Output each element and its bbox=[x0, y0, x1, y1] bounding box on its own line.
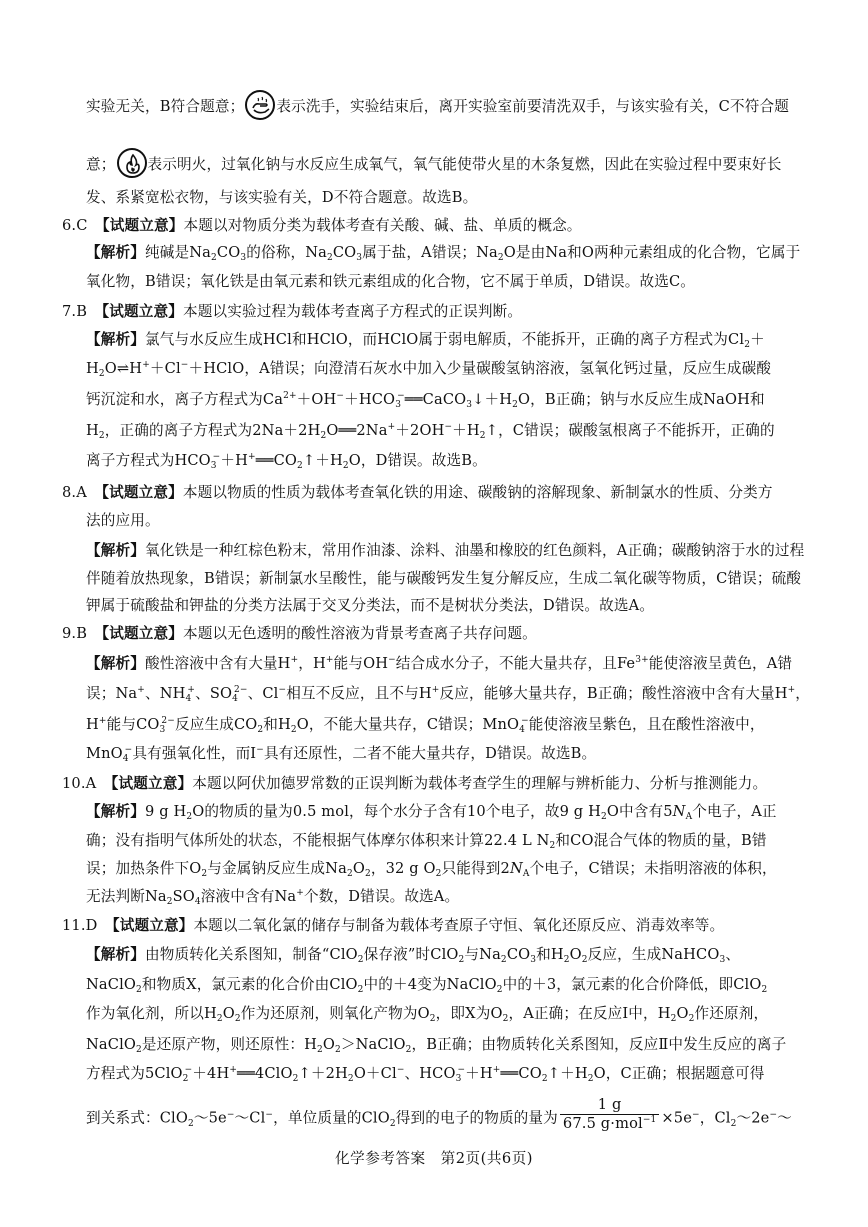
question-10-answer: 误；加热条件下$O_2$与金属钠反应生成$Na_2O_2$，32 g $O_2$只能得到$2N_A$个电子，C错误；未指明溶液的体积， bbox=[86, 860, 777, 879]
question-11-answer: 方程式为$5ClO_2^-+4H^+══4ClO_2↑+2H_2O+Cl^-$、$HCO_3^-+H^+══CO_2↑+H_2O$，C正确；根据题意可得 bbox=[86, 1065, 765, 1084]
question-10-answer: 确；没有指明气体所处的状态，不能根据气体摩尔体积来计算22.4 L $N_2$和CO混合气体的物质的量，B错 bbox=[86, 832, 767, 851]
question-9-answer: H+能与$CO_3^{2-}$反应生成$CO_2$和$H_2O$，不能大量共存，C错误；MnO$_4$−能使溶液呈紫色，且在酸性溶液中， bbox=[86, 716, 765, 735]
question-10-answer: 【解析】9 g $H_2O$的物质的量为0.5 mol，每个水分子含有10个电子，故9 g $H_2O$中含有$5N_A$个电子，A正 bbox=[86, 803, 777, 822]
question-8-heading: 8.A 【试题立意】本题以物质的性质为载体考查氧化铁的用途、碳酸钠的溶解现象、新制氯水的性质、分类方 bbox=[62, 484, 773, 501]
equals-arrow: ══ bbox=[404, 391, 423, 408]
hand-washing-icon bbox=[245, 90, 275, 120]
text-line: 实验无关，B符合题意； 表示洗手，实验结束后，离开实验室前要清洗双手，与该实验有关，C不符合题 bbox=[86, 92, 789, 122]
question-8-answer: 伴随着放热现象，B错误；新制氯水呈酸性，能与碳酸钙发生复分解反应，生成二氧化碳等物质，C错误；硫酸 bbox=[86, 570, 802, 587]
text-line: 发、系紧宽松衣物，与该实验有关，D不符合题意。故选B。 bbox=[86, 189, 478, 206]
question-11-answer: 到关系式：ClO$_2$～5e−～Cl−，单位质量的ClO$_2$得到的电子的物质的量为 $\frac{1 g}{67.5 g\cdot mol^{-1}}$ ×5e−，$Cl_2\sim 2e^-\sim$ bbox=[86, 1096, 792, 1132]
question-10-answer: 无法判断$Na_2SO_4$溶液中含有Na+个数，D错误。故选A。 bbox=[86, 888, 460, 907]
question-7-answer: $H_2O\rightleftharpoons H^++Cl^-+HClO$，A错误；向澄清石灰水中加入少量碳酸氢钠溶液，氢氧化钙过量，反应生成碳酸 bbox=[86, 360, 772, 379]
question-9-answer: MnO$_4$−具有强氧化性，而I−具有还原性，二者不能大量共存，D错误。故选B。 bbox=[86, 745, 597, 764]
question-11-answer: 【解析】由物质转化关系图知，制备“ClO$_2$保存液”时ClO$_2$与$Na_2CO_3$和$H_2O_2$反应，生成NaHCO$_3$、 bbox=[86, 946, 741, 965]
question-6-answer: 【解析】纯碱是$Na_2CO_3$的俗称，$Na_2CO_3$属于盐，A错误；$Na_2O$是由Na和O两种元素组成的化合物，它属于 bbox=[86, 244, 801, 263]
question-11-heading: 11.D 【试题立意】本题以二氧化氯的储存与制备为载体考查原子守恒、氧化还原反应、消毒效率等。 bbox=[62, 917, 725, 934]
question-8-answer: 【解析】氧化铁是一种红棕色粉末，常用作油漆、涂料、油墨和橡胶的红色颜料，A正确；碳酸钠溶于水的过程 bbox=[86, 542, 805, 559]
question-7-heading: 7.B 【试题立意】本题以实验过程为载体考查离子方程式的正误判断。 bbox=[62, 303, 523, 320]
equals-arrow: ══ bbox=[338, 422, 357, 439]
question-6-answer: 氧化物，B错误；氧化铁是由氧元素和铁元素组成的化合物，它不属于单质，D错误。故选C。 bbox=[86, 273, 696, 290]
question-7-answer: 离子方程式为$HCO_3^-+H^+══CO_2↑+H_2O$，D错误。故选B。 bbox=[86, 452, 487, 471]
fraction: $\frac{1 g}{67.5 g\cdot mol^{-1}}$ bbox=[560, 1096, 659, 1133]
equals-arrow: ══ bbox=[500, 1065, 519, 1082]
question-8-heading: 法的应用。 bbox=[86, 512, 160, 529]
page-footer: 化学参考答案 第2页(共6页) bbox=[335, 1150, 533, 1167]
question-11-answer: 作为氧化剂，所以$H_2O_2$作为还原剂，则氧化产物为$O_2$，即X为$O_2$，A正确；在反应Ⅰ中，$H_2O_2$作还原剂， bbox=[86, 1005, 769, 1024]
equals-arrow: ══ bbox=[237, 1065, 255, 1082]
flame-icon bbox=[117, 148, 147, 178]
question-11-answer: NaClO$_2$和物质X，氯元素的化合价由ClO$_2$中的＋4变为NaClO$_2$中的＋3，氯元素的化合价降低，即ClO$_2$ bbox=[86, 976, 768, 995]
question-11-answer: NaClO$_2$是还原产物，则还原性：$H_2O_2>NaClO_2$，B正确；由物质转化关系图知，反应Ⅱ中发生反应的离子 bbox=[86, 1036, 787, 1055]
question-7-answer: 【解析】氯气与水反应生成HCl和HClO，而HClO属于弱电解质，不能拆开，正确的离子方程式为$Cl_2+$ bbox=[86, 331, 765, 350]
question-6-heading: 6.C 【试题立意】本题以对物质分类为载体考查有关酸、碱、盐、单质的概念。 bbox=[62, 217, 582, 234]
question-8-answer: 钾属于硫酸盐和钾盐的分类方法属于交叉分类法，而不是树状分类法，D错误。故选A。 bbox=[86, 597, 655, 614]
question-10-heading: 10.A 【试题立意】本题以阿伏加德罗常数的正误判断为载体考查学生的理解与辨析能力、分析与推测能力。 bbox=[62, 775, 768, 792]
question-7-answer: $H_2$，正确的离子方程式为$2Na+2H_2O══2Na^++2OH^-+H_2↑$，C错误；碳酸氢根离子不能拆开，正确的 bbox=[86, 422, 775, 441]
text-line: 意； 表示明火，过氧化钠与水反应生成氧气，氧气能使带火星的木条复燃，因此在实验过程中要束好长 bbox=[86, 150, 782, 180]
question-9-answer: 误；Na+、$NH_4^+$、$SO_4^{2-}$、Cl−相互不反应，且不与H+反应，能够大量共存，B正确；酸性溶液中含有大量H+， bbox=[86, 685, 811, 704]
equals-arrow: ══ bbox=[255, 452, 274, 469]
reversible-arrow: ⇌ bbox=[116, 360, 130, 377]
question-7-answer: 钙沉淀和水，离子方程式为$Ca^{2+}+OH^-+HCO_3^-══CaCO_3↓+H_2O$，B正确；钠与水反应生成NaOH和 bbox=[86, 391, 765, 410]
question-9-heading: 9.B 【试题立意】本题以无色透明的酸性溶液为背景考查离子共存问题。 bbox=[62, 625, 537, 642]
question-9-answer: 【解析】酸性溶液中含有大量H+，H+能与OH−结合成水分子，不能大量共存，且$Fe^{3+}$能使溶液呈黄色，A错 bbox=[86, 655, 793, 672]
